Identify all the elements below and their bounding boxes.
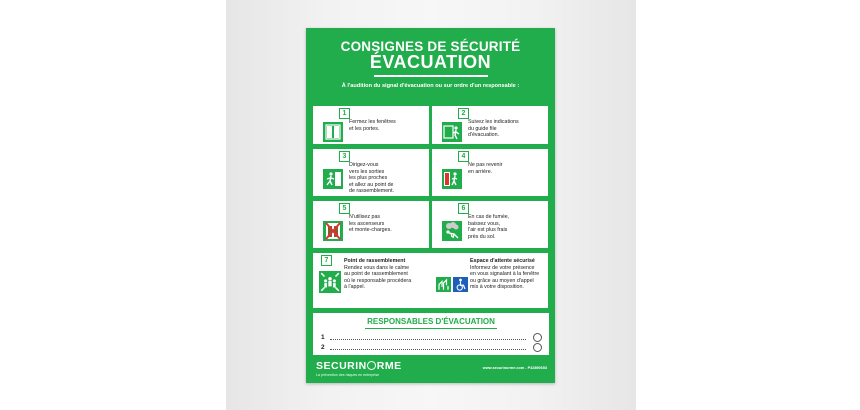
emergency-exit-icon (323, 169, 343, 189)
card-number: 3 (339, 151, 350, 162)
responsable-line-2 (321, 344, 541, 352)
card-line: Dirigez-vous (349, 162, 379, 168)
card-line: du guide file (468, 125, 497, 132)
card-text (349, 214, 425, 234)
card-heading: Espace d'attente sécurisé (470, 258, 535, 264)
card-line: l'air est plus frais (468, 227, 508, 234)
card-text (349, 162, 425, 195)
card-line: Rendez vous dans le calme (344, 264, 410, 271)
card-number: 5 (339, 203, 350, 214)
card-line: vers les sorties (349, 168, 385, 175)
instruction-card-6 (432, 201, 548, 248)
card-text (468, 162, 544, 175)
poster-subtitle: À l'audition du signal d'évacuation ou sur ordre d'un responsable : (341, 83, 520, 89)
card-line: En cas de fumée, (468, 214, 510, 220)
no-return-icon (442, 169, 462, 189)
card-line: Ne pas revenir (468, 162, 503, 168)
card-text (349, 119, 425, 132)
card-line: ou grâce au moyen d'appel (470, 277, 534, 284)
door-close-icon (323, 122, 343, 142)
card-number: 7 (321, 255, 332, 266)
card-line: les plus proches (349, 175, 388, 182)
card-text (468, 214, 544, 240)
card-number: 6 (458, 203, 469, 214)
card-line: de rassemblement. (349, 188, 395, 195)
card-line: Informez de votre présence (470, 264, 535, 271)
card-line: et les portes. (349, 125, 380, 132)
no-elevator-icon (323, 221, 343, 241)
card-line: Fermez les fenêtres (349, 119, 396, 125)
card-number: 4 (458, 151, 469, 162)
responsables-divider (365, 328, 497, 329)
instruction-card-4 (432, 149, 548, 196)
card-number: 2 (458, 108, 469, 119)
card-line: au point de rassemblement (344, 271, 408, 278)
card-line: en vous signalant à la fenêtre (470, 271, 540, 278)
dotted-line (330, 339, 526, 340)
card-line: N'utilisez pas (349, 214, 381, 220)
brand-name-right: RME (376, 360, 402, 372)
card-line: Suivez les indications (468, 119, 519, 125)
responsable-number: 2 (321, 344, 325, 351)
card-line: baissez vous, (468, 220, 501, 227)
brand-tagline: La prévention des risques en entreprise (316, 373, 380, 377)
evacuation-poster (306, 28, 555, 383)
poster-title-line2: ÉVACUATION (369, 52, 492, 72)
website-reference: www.securinorme.com - P42890653 (482, 366, 547, 370)
smoke-crawl-icon (442, 221, 462, 241)
responsables-title: RESPONSABLES D'ÉVACUATION (367, 317, 495, 326)
instruction-card-7-8 (313, 253, 548, 308)
brand-o-ring (367, 361, 376, 370)
card-line: en arrière. (468, 168, 493, 175)
instruction-card-5 (313, 201, 429, 248)
card-text (470, 258, 548, 291)
brand-logo (316, 360, 402, 372)
wheelchair-icon (453, 277, 468, 292)
card-text (468, 119, 544, 139)
instruction-card-1 (313, 106, 429, 144)
card-line: à l'appel. (344, 284, 366, 291)
card-number: 1 (339, 108, 350, 119)
instruction-card-2 (432, 106, 548, 144)
title-divider (374, 75, 488, 77)
poster-title-line1: CONSIGNES DE SÉCURITÉ (340, 39, 521, 54)
assembly-point-icon (319, 271, 341, 293)
brand-name-left: SECURIN (316, 360, 367, 372)
responsable-line-1 (321, 334, 541, 342)
card-text (344, 258, 434, 291)
refuge-area-icon (436, 277, 451, 292)
dotted-line (330, 349, 526, 350)
responsables-section (313, 313, 549, 355)
card-line: où le responsable procédera (344, 277, 412, 284)
card-line: et allez au point de (349, 181, 394, 188)
phone-icon (533, 333, 542, 342)
card-line: les ascenseurs (349, 220, 385, 227)
responsable-number: 1 (321, 334, 325, 341)
card-line: et monte-charges. (349, 227, 392, 234)
card-line: d'évacuation. (468, 132, 500, 139)
instruction-card-3 (313, 149, 429, 196)
card-line: mis à votre disposition. (470, 284, 524, 291)
phone-icon (533, 343, 542, 352)
card-line: près du sol. (468, 233, 496, 240)
card-heading: Point de rassemblement (344, 258, 406, 264)
follow-guide-icon (442, 122, 462, 142)
